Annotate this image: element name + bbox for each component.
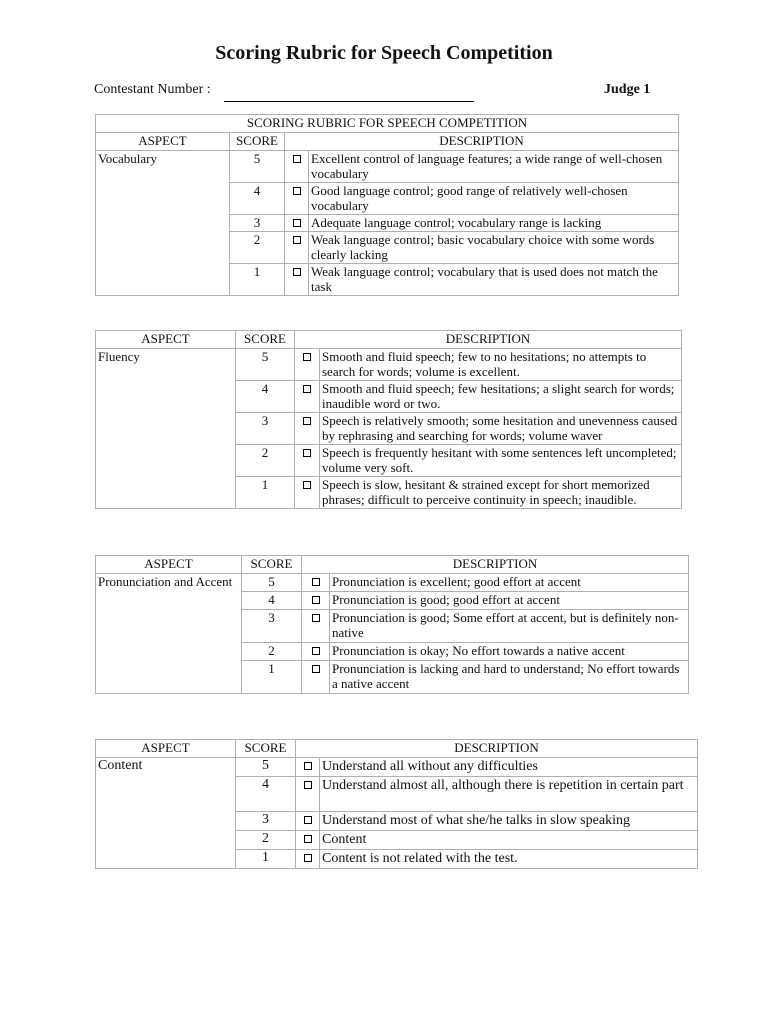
aspect-cell: Fluency: [96, 349, 236, 509]
score-cell: 4: [230, 183, 285, 215]
checkbox-icon: [312, 596, 320, 604]
table-header-row: [96, 556, 689, 574]
description-cell: Pronunciation is good; good effort at accent: [330, 592, 689, 610]
aspect-cell: Content: [96, 758, 236, 869]
score-header: SCORE: [236, 331, 295, 349]
checkbox-icon: [303, 481, 311, 489]
page-title: Scoring Rubric for Speech Competition: [215, 42, 553, 64]
description-header: DESCRIPTION: [296, 740, 698, 758]
checkbox[interactable]: [296, 831, 320, 850]
description-cell: Pronunciation is excellent; good effort at accent: [330, 574, 689, 592]
checkbox[interactable]: [295, 349, 320, 381]
score-cell: 1: [236, 850, 296, 869]
description-cell: Weak language control; vocabulary that is used does not match the task: [309, 264, 679, 296]
checkbox-icon: [303, 353, 311, 361]
description-header: DESCRIPTION: [302, 556, 689, 574]
table-header-row: [96, 331, 682, 349]
description-cell: Understand most of what she/he talks in slow speaking: [320, 812, 698, 831]
aspect-header: ASPECT: [96, 331, 236, 349]
rubric-table-content: [95, 739, 698, 869]
score-cell: 1: [242, 661, 302, 694]
score-cell: 4: [242, 592, 302, 610]
checkbox-icon: [312, 665, 320, 673]
checkbox[interactable]: [302, 643, 330, 661]
checkbox[interactable]: [295, 381, 320, 413]
score-header: SCORE: [242, 556, 302, 574]
score-cell: 3: [236, 413, 295, 445]
checkbox-icon: [304, 854, 312, 862]
score-cell: 4: [236, 381, 295, 413]
checkbox[interactable]: [295, 413, 320, 445]
checkbox-icon: [304, 816, 312, 824]
description-cell: Good language control; good range of relatively well-chosen vocabulary: [309, 183, 679, 215]
checkbox[interactable]: [285, 215, 309, 232]
checkbox[interactable]: [296, 777, 320, 812]
checkbox[interactable]: [285, 232, 309, 264]
description-cell: Pronunciation is good; Some effort at accent, but is definitely non-native: [330, 610, 689, 643]
description-cell: Adequate language control; vocabulary range is lacking: [309, 215, 679, 232]
checkbox[interactable]: [295, 445, 320, 477]
score-cell: 2: [242, 643, 302, 661]
checkbox-icon: [303, 449, 311, 457]
table-caption: SCORING RUBRIC FOR SPEECH COMPETITION: [96, 115, 679, 133]
table-header-row: [96, 133, 679, 151]
table-header-row: [96, 740, 698, 758]
checkbox-icon: [293, 155, 301, 163]
score-header: SCORE: [236, 740, 296, 758]
aspect-header: ASPECT: [96, 133, 230, 151]
table-row: [96, 574, 689, 592]
judge-label: Judge 1: [604, 82, 651, 97]
description-cell: Speech is frequently hesitant with some sentences left uncompleted; volume very soft.: [320, 445, 682, 477]
checkbox-icon: [293, 219, 301, 227]
checkbox[interactable]: [296, 850, 320, 869]
rubric-table-pronunciation: [95, 555, 689, 694]
score-cell: 5: [236, 349, 295, 381]
contestant-number-label: Contestant Number :: [94, 82, 211, 97]
score-cell: 3: [236, 812, 296, 831]
aspect-header: ASPECT: [96, 740, 236, 758]
aspect-cell: Pronunciation and Accent: [96, 574, 242, 694]
description-header: DESCRIPTION: [285, 133, 679, 151]
score-cell: 2: [236, 831, 296, 850]
checkbox-icon: [303, 417, 311, 425]
table-row: [96, 349, 682, 381]
description-cell: Speech is relatively smooth; some hesitation and unevenness caused by rephrasing and searching for words; volume waver: [320, 413, 682, 445]
description-cell: Pronunciation is okay; No effort towards a native accent: [330, 643, 689, 661]
description-cell: Smooth and fluid speech; few hesitations; a slight search for words; inaudible word or two.: [320, 381, 682, 413]
checkbox[interactable]: [285, 151, 309, 183]
rubric-table-fluency: [95, 330, 682, 509]
checkbox[interactable]: [302, 661, 330, 694]
score-cell: 5: [230, 151, 285, 183]
score-cell: 1: [230, 264, 285, 296]
table-caption-row: [96, 115, 679, 133]
description-cell: Content is not related with the test.: [320, 850, 698, 869]
description-cell: Weak language control; basic vocabulary choice with some words clearly lacking: [309, 232, 679, 264]
checkbox-icon: [293, 236, 301, 244]
checkbox[interactable]: [296, 758, 320, 777]
checkbox[interactable]: [285, 264, 309, 296]
checkbox-icon: [304, 835, 312, 843]
contestant-number-field[interactable]: [224, 101, 474, 102]
checkbox-icon: [293, 187, 301, 195]
description-cell: Understand all without any difficulties: [320, 758, 698, 777]
description-cell: Excellent control of language features; a wide range of well-chosen vocabulary: [309, 151, 679, 183]
score-cell: 3: [242, 610, 302, 643]
checkbox-icon: [304, 762, 312, 770]
aspect-cell: Vocabulary: [96, 151, 230, 296]
table-row: [96, 151, 679, 183]
checkbox[interactable]: [302, 610, 330, 643]
checkbox-icon: [293, 268, 301, 276]
description-cell: Content: [320, 831, 698, 850]
score-cell: 5: [242, 574, 302, 592]
aspect-header: ASPECT: [96, 556, 242, 574]
score-header: SCORE: [230, 133, 285, 151]
checkbox-icon: [304, 781, 312, 789]
description-cell: Smooth and fluid speech; few to no hesitations; no attempts to search for words; volume is excellent.: [320, 349, 682, 381]
description-header: DESCRIPTION: [295, 331, 682, 349]
score-cell: 2: [230, 232, 285, 264]
checkbox[interactable]: [296, 812, 320, 831]
score-cell: 1: [236, 477, 295, 509]
score-cell: 2: [236, 445, 295, 477]
checkbox[interactable]: [302, 574, 330, 592]
checkbox-icon: [312, 578, 320, 586]
description-cell: Speech is slow, hesitant & strained except for short memorized phrases; difficult to perceive continuity in speech; inaudible.: [320, 477, 682, 509]
table-row: [96, 758, 698, 777]
description-cell: Understand almost all, although there is repetition in certain part: [320, 777, 698, 812]
checkbox[interactable]: [285, 183, 309, 215]
score-cell: 4: [236, 777, 296, 812]
checkbox[interactable]: [302, 592, 330, 610]
rubric-table-vocabulary: [95, 114, 679, 296]
score-cell: 5: [236, 758, 296, 777]
score-cell: 3: [230, 215, 285, 232]
checkbox-icon: [312, 614, 320, 622]
checkbox-icon: [312, 647, 320, 655]
description-cell: Pronunciation is lacking and hard to understand; No effort towards a native accent: [330, 661, 689, 694]
checkbox-icon: [303, 385, 311, 393]
checkbox[interactable]: [295, 477, 320, 509]
